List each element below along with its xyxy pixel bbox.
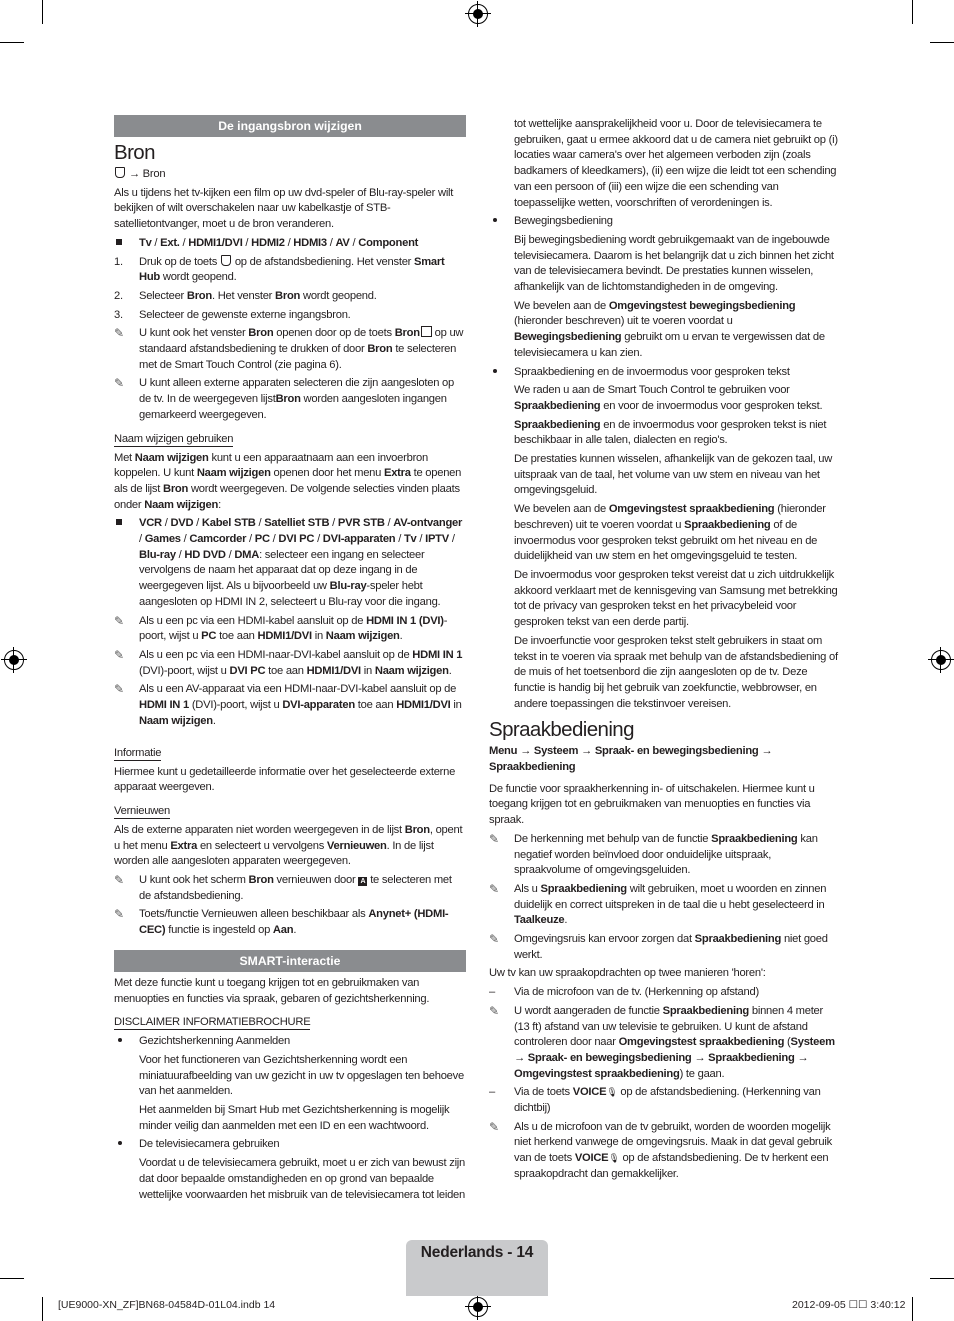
paragraph: Voordat u de televisiecamera gebruikt, moet u er zich van bewust zijn dat door bepaalde omstandigheden en op grond van bepaalde wettelijke voorwaarden het misbruik van de televisiecamera tot leiden	[139, 1157, 466, 1201]
note: ✎ Omgevingsruis kan ervoor zorgen dat Spraakbediening niet goed werkt.	[489, 932, 828, 961]
note: ✎ De herkenning met behulp van de functie Spraakbediening kan negatief worden beïnvloed door onduidelijke uitspraak, spraakvolume of omgevingsgeluiden.	[489, 831, 818, 877]
menu-path: Menu → Systeem → Spraak- en bewegingsbediening → Spraakbediening	[489, 745, 773, 774]
paragraph: We bevelen aan de Omgevingstest bewegingsbediening (hieronder beschreven) uit te voeren voordat u Bewegingsbediening gebruikt om u ervan te vergewissen dat de televisiecamera u kan zien.	[514, 299, 825, 359]
square-bullet-icon	[116, 519, 122, 525]
dash-item: – Via de microfoon van de tv. (Herkenning op afstand)	[489, 985, 840, 1001]
microphone-icon: 🎙	[606, 1087, 618, 1098]
note: ✎ U kunt ook het scherm Bron vernieuwen door A te selecteren met de afstandsbediening.	[114, 873, 452, 902]
bullet-item: Bewegingsbediening	[489, 214, 840, 230]
crop-mark	[912, 1297, 913, 1321]
bullet-icon	[493, 369, 497, 373]
note-pencil-icon: ✎	[489, 932, 499, 947]
note: ✎ U kunt ook het venster Bron openen door op de toets Bron op uw standaard afstandsbediening te drukken of door Bron te selecteren met de Smart Touch Control (zie pagina 6).	[114, 326, 464, 371]
section-band: SMART-interactie	[114, 950, 466, 972]
a-button-icon: A	[358, 877, 367, 886]
crop-mark	[930, 42, 954, 43]
bullet-icon	[493, 218, 497, 222]
note-pencil-icon: ✎	[489, 1119, 499, 1134]
paragraph: De invoerfunctie voor gesproken tekst stelt gebruikers in staat om tekst in te voeren via spraak met behulp van de afstandsbediening of de muis of het toetsenbord die zijn aangesloten op de tv. Deze functie is handig bij het gebruik van zoekfunctie, webbrowser, en andere toepassingen die tekstinvoer vereisen.	[514, 634, 838, 710]
note-pencil-icon: ✎	[114, 682, 124, 697]
note: ✎ Als u de microfoon van de tv gebruikt, worden de woorden mogelijk niet herkend vanwege de omgevingsruis. Maak in dat geval gebruik van de toets VOICE🎙 op de afstandsbediening. De tv herkent een spraakopdracht dan gemakkelijker.	[489, 1119, 832, 1180]
paragraph: Als de externe apparaten niet worden weergegeven in de lijst Bron, opent u het menu Extra en selecteert u vervolgens Vernieuwen. In de lijst worden alle aangesloten apparaten weergegeven.	[114, 823, 463, 868]
menu-path: → Bron	[114, 167, 466, 183]
note: ✎ Als u een AV-apparaat via een HDMI-naar-DVI-kabel aansluit op de HDMI IN 1 (DVI)-poort, wijst u DVI-apparaten toe aan HDMI1/DVI in Naam wijzigen.	[114, 682, 462, 727]
registration-mark-icon	[4, 650, 24, 670]
bullet-icon	[118, 1141, 122, 1145]
note: ✎ Als u een pc via een HDMI-naar-DVI-kabel aansluit op de HDMI IN 1 (DVI)-poort, wijst u DVI PC toe aan HDMI1/DVI in Naam wijzigen.	[114, 647, 463, 677]
dash-bullet-icon: –	[489, 986, 495, 999]
note: ✎ U kunt alleen externe apparaten selecteren die zijn aangesloten op de tv. In de weergegeven lijstBron worden aangesloten ingangen gemarkeerd weergegeven.	[114, 376, 455, 421]
note: ✎ Als u een pc via een HDMI-kabel aansluit op de HDMI IN 1 (DVI)-poort, wijst u PC toe aan HDMI1/DVI in Naam wijzigen.	[114, 613, 448, 643]
paragraph: Als u tijdens het tv-kijken een film op uw dvd-speler of Blu-ray-speler wilt bekijken of wilt overschakelen naar uw kabelkastje of STB-satellietontvanger, moet u de bron veranderen.	[114, 186, 454, 231]
paragraph: We bevelen aan de Omgevingstest spraakbediening (hieronder beschreven) uit te voeren voordat u Spraakbediening of de invoermodus voor gesproken tekst gebruikt om het niveau en de duidelijkheid van uw stem en het omgevingsgeluid te testen.	[514, 503, 826, 563]
source-icon	[221, 255, 231, 266]
section-title: Spraakbediening	[489, 718, 634, 742]
microphone-icon: 🎙	[608, 1153, 620, 1164]
footer-filename: [UE9000-XN_ZF]BN68-04584D-01L04.indb 14	[58, 1299, 276, 1311]
paragraph: Voor het functioneren van Gezichtsherkenning wordt een miniatuurafbeelding van uw gezicht in uw tv opgeslagen ten behoeve van het aanmelden.	[139, 1053, 464, 1098]
note-pencil-icon: ✎	[114, 873, 124, 888]
registration-mark-icon	[468, 1297, 488, 1317]
right-column	[489, 117, 840, 1186]
footer-timestamp: 2012-09-05 ☐☐ 3:40:12	[792, 1299, 906, 1311]
source-button-icon	[421, 326, 432, 337]
note-pencil-icon: ✎	[489, 831, 499, 846]
crop-mark	[930, 1278, 954, 1279]
source-icon	[115, 167, 125, 178]
note-pencil-icon: ✎	[114, 613, 124, 628]
note-pencil-icon: ✎	[114, 907, 124, 922]
step: 1. Druk op de toets op de afstandsbediening. Het venster Smart Hub wordt geopend.	[114, 255, 445, 284]
subheading: DISCLAIMER INFORMATIEBROCHURE	[114, 1016, 311, 1029]
section-title: Bron	[114, 141, 155, 164]
note-pencil-icon: ✎	[114, 326, 124, 341]
subheading: Vernieuwen	[114, 804, 170, 817]
page-number: Nederlands - 14	[420, 1244, 534, 1261]
crop-mark	[42, 0, 43, 24]
note: ✎ Toets/functie Vernieuwen alleen beschikbaar als Anynet+ (HDMI-CEC) functie is ingesteld op Aan.	[114, 907, 449, 937]
subheading: Informatie	[114, 746, 162, 759]
paragraph: tot wettelijke aansprakelijkheid voor u. Door de televisiecamera te gebruiken, gaat u ermee akkoord dat u de camera niet gebruikt op (i) locaties waar camera's over het algemeen verboden zijn (zoals badkamers of kleedkamers), (ii) een wijze die leidt tot een schending van een persoon of (iii) een wijze die een schending van toepasselijke wetten, voorschriften of verordeningen is.	[514, 118, 838, 209]
note-pencil-icon: ✎	[489, 881, 499, 896]
crop-mark	[912, 0, 913, 24]
subheading: Naam wijzigen gebruiken	[114, 432, 234, 445]
paragraph: Met deze functie kunt u toegang krijgen tot en gebruikmaken van menuopties en functies via spraak, gebaren of gezichtsherkenning.	[114, 976, 430, 1005]
paragraph: Het aanmelden bij Smart Hub met Gezichtsherkenning is mogelijk minder veilig dan aanmelden met een ID en een wachtwoord.	[139, 1104, 450, 1132]
device-list: VCR / DVD / Kabel STB / Satelliet STB / PVR STB / AV-ontvanger / Games / Camcorder / PC / DVI PC / DVI-apparaten / Tv / IPTV / Blu-ray / HD DVD / DMA: selecteer een ingang en selecteer vervolgens de naam het apparaat dat op deze ingang in de weergegeven lijst. Als u bijvoorbeeld uw Blu-ray-speler hebt aangesloten op HDMI IN 2, selecteert u Blu-ray voor die ingang.	[114, 516, 466, 610]
paragraph: De prestaties kunnen wisselen, afhankelijk van de gekozen taal, uw uitspraak van de taal, het volume van uw stem en niveau van het omgevingsgeluid.	[514, 453, 833, 497]
bullet-icon	[118, 1038, 122, 1042]
paragraph: Met Naam wijzigen kunt u een apparaatnaam aan een invoerbron koppelen. U kunt Naam wijzigen openen door het menu Extra te openen als de lijst Bron wordt weergegeven. De volgende selecties vinden plaats onder Naam wijzigen:	[114, 451, 462, 511]
paragraph: Uw tv kan uw spraakopdrachten op twee manieren 'horen':	[489, 967, 766, 980]
note: ✎ U wordt aangeraden de functie Spraakbediening binnen 4 meter (13 ft) afstand van uw televisie te gebruiken. U kunt de afstand controleren door naar Omgevingstest spraakbediening (Systeem → Spraak- en bewegingsbediening → Spraakbediening → Omgevingstest spraakbediening) te gaan.	[489, 1003, 835, 1080]
crop-mark	[0, 1278, 24, 1279]
square-bullet-icon	[116, 239, 122, 245]
paragraph: De invoermodus voor gesproken tekst vereist dat u zich uitdrukkelijk akkoord verklaart met de kennisgeving van Samsung met betrekking tot de privacy van gesproken tekst en het privacybeleid voor gesproken tekst van een derde partij.	[514, 568, 838, 629]
dash-bullet-icon: –	[489, 1086, 495, 1099]
dash-item: – Via de toets VOICE🎙 op de afstandsbediening. (Herkenning van dichtbij)	[489, 1086, 821, 1115]
registration-mark-icon	[931, 650, 951, 670]
crop-mark	[0, 42, 24, 43]
paragraph: Bij bewegingsbediening wordt gebruikgemaakt van de ingebouwde televisiecamera. Daarom is het belangrijk dat u zich binnen het zicht van de televisiecamera bevindt. De prestaties kunnen wisselen, afhankelijk van de lichtomstandigheden in de omgeving.	[514, 233, 834, 294]
note-pencil-icon: ✎	[489, 1003, 499, 1018]
note-pencil-icon: ✎	[114, 647, 124, 662]
bullet-item: Spraakbediening en de invoermodus voor gesproken tekst	[489, 365, 840, 381]
note-pencil-icon: ✎	[114, 376, 124, 391]
step: 3. Selecteer de gewenste externe ingangsbron.	[114, 308, 351, 321]
bullet-item: De televisiecamera gebruiken	[114, 1137, 466, 1153]
paragraph: We raden u aan de Smart Touch Control te gebruiken voor Spraakbediening en voor de invoermodus voor gesproken tekst.	[514, 384, 823, 412]
paragraph: Spraakbediening en de invoermodus voor gesproken tekst is niet beschikbaar in alle talen, dialecten en regio's.	[514, 418, 827, 447]
bullet-item: Gezichtsherkenning Aanmelden	[114, 1034, 466, 1050]
step: 2. Selecteer Bron. Het venster Bron wordt geopend.	[114, 289, 377, 302]
section-band: De ingangsbron wijzigen	[114, 115, 466, 137]
note: ✎ Als u Spraakbediening wilt gebruiken, moet u woorden en zinnen duidelijk en correct uitspreken in de taal die u hebt geselecteerd in Taalkeuze.	[489, 881, 827, 927]
paragraph: De functie voor spraakherkenning in- of uitschakelen. Hiermee kunt u toegang krijgen tot en gebruikmaken van menuopties en functies via spraak.	[489, 782, 815, 827]
registration-mark-icon	[468, 4, 488, 24]
crop-mark	[42, 1297, 43, 1321]
paragraph: Hiermee kunt u gedetailleerde informatie over het geselecteerde externe apparaat weergeven.	[114, 765, 456, 794]
left-column	[114, 115, 466, 1206]
source-list: Tv / Ext. / HDMI1/DVI / HDMI2 / HDMI3 / AV / Component	[114, 236, 466, 252]
